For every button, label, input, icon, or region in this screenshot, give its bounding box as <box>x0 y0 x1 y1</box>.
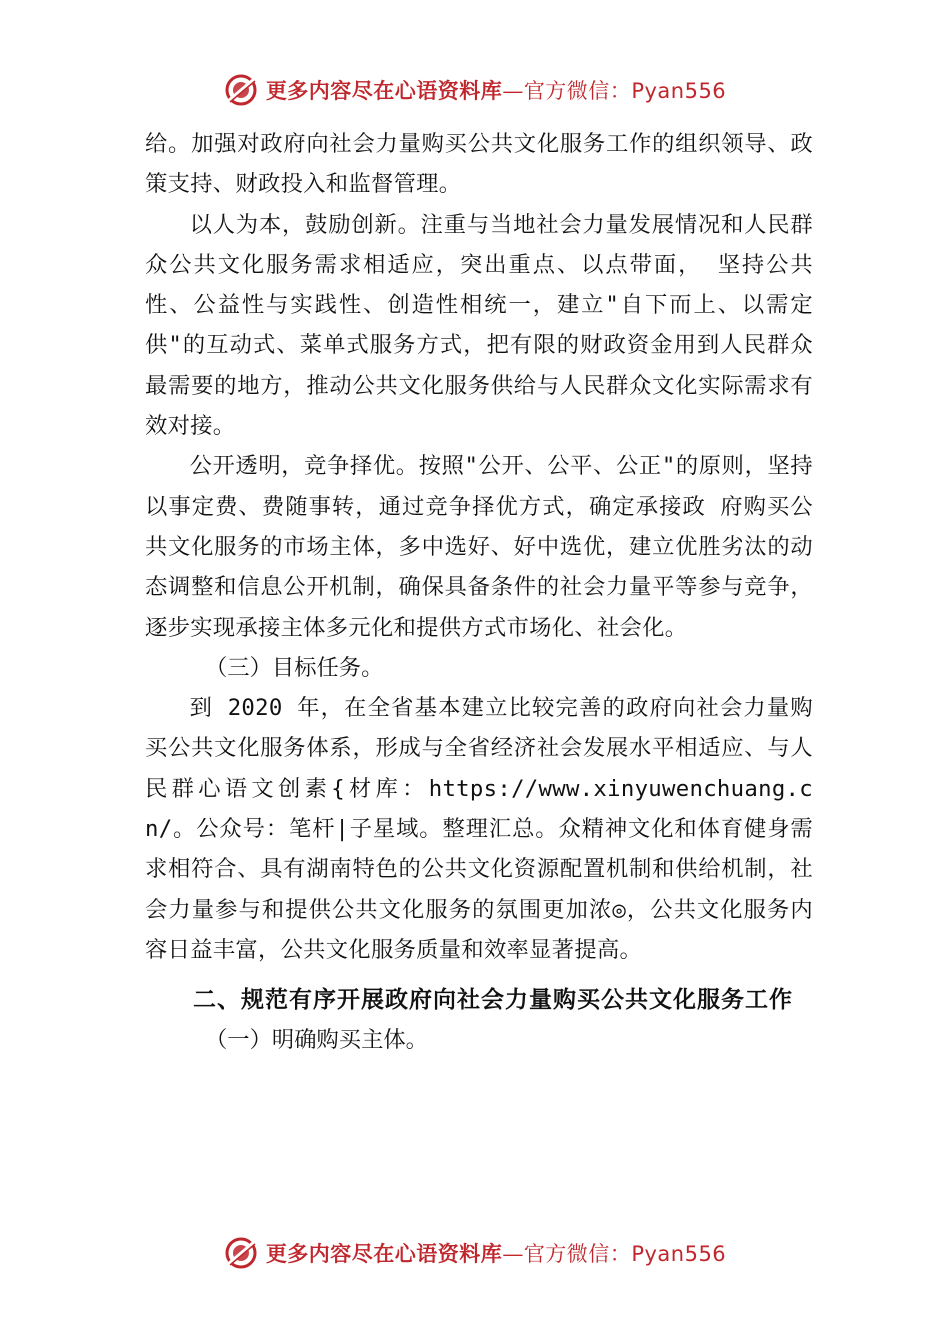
watermark-main: 更多内容尽在心语资料库 <box>265 1241 503 1266</box>
watermark-wechat-id: Pyan556 <box>631 79 727 103</box>
subheading-goals: （三）目标任务。 <box>205 654 384 681</box>
watermark-label: 官方微信： <box>523 1242 632 1266</box>
paragraph-continuation: 给。加强对政府向社会力量购买公共文化服务工作的组织领导、政策支持、财政投入和监督管理。 <box>145 131 813 198</box>
watermark-separator: — <box>502 79 524 103</box>
watermark-main: 更多内容尽在心语资料库 <box>265 78 503 103</box>
watermark-header <box>0 70 950 110</box>
paragraph-open-transparent: 公开透明，竞争择优。按照"公开、公平、公正"的原则，坚持以事定费、费随事转，通过竞争择优方式，确定承接政 府购买公共文化服务的市场主体，多中选好、好中选优，建立优胜劣汰的动态调整和信息公开机制，确保具备条件的社会力量平等参与竞争，逐步实现承接主体多元化和提供方式市场化、社会化。 <box>145 453 813 641</box>
paragraph-people-oriented: 以人为本，鼓励创新。注重与当地社会力量发展情况和人民群众公共文化服务需求相适应，突出重点、以点带面， 坚持公共性、公益性与实践性、创造性相统一，建立"自下而上、以需定供"的互动式、菜单式服务方式，把有限的财政资金用到人民群众最需要的地方，推动公共文化服务供给与人民群众文化实际需求有效对接。 <box>145 211 813 440</box>
document-body <box>145 124 813 1061</box>
brand-logo-icon <box>224 73 258 107</box>
watermark-wechat-id: Pyan556 <box>631 1242 727 1266</box>
watermark-label: 官方微信： <box>523 79 632 103</box>
brand-logo-icon <box>224 1236 258 1270</box>
watermark-text <box>266 1238 726 1268</box>
paragraph-goals: 到 2020 年，在全省基本建立比较完善的政府向社会力量购买公共文化服务体系，形成与全省经济社会发展水平相适应、与人民群心语文创素{材库：https://www.xinyuwenchuang.cn/。公众号：笔杆|子星域。整理汇总。众精神文化和体育健身需求相符合、具有湖南特色的公共文化资源配置机制和供给机制，社会力量参与和提供公共文化服务的氛围更加浓◎，公共文化服务内容日益丰富，公共文化服务质量和效率显著提高。 <box>145 695 813 963</box>
watermark-text <box>266 75 726 105</box>
watermark-footer <box>0 1233 950 1273</box>
subheading-purchaser: （一）明确购买主体。 <box>205 1027 428 1054</box>
watermark-separator: — <box>502 1242 524 1266</box>
section-heading-2: 二、规范有序开展政府向社会力量购买公共文化服务工作 <box>193 987 793 1014</box>
